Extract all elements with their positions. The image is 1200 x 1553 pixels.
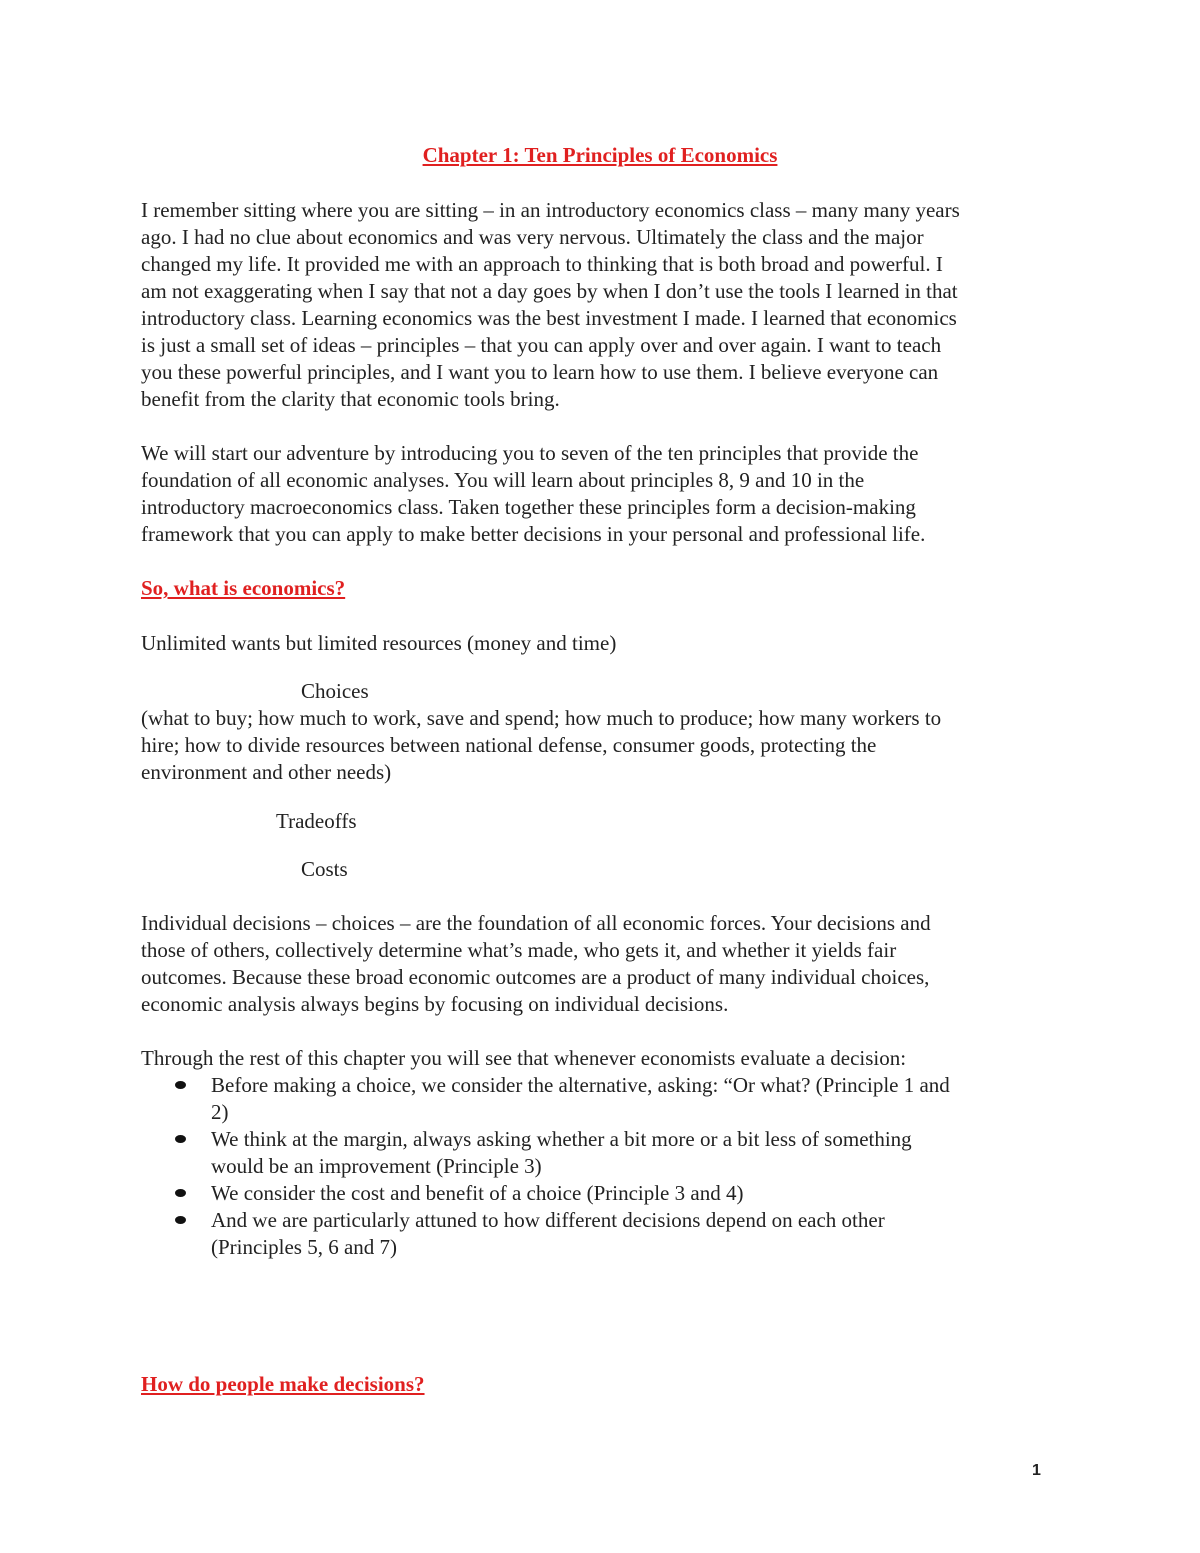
individual-line: Individual decisions – choices – are the foundation of all economic forces. Your decisions and — [141, 911, 931, 935]
list-item — [141, 1072, 1066, 1126]
chapter-title: Chapter 1: Ten Principles of Economics — [422, 143, 778, 167]
choices-detail-line: environment and other needs) — [141, 760, 392, 784]
individual-paragraph — [141, 910, 1066, 1018]
individual-line: economic analysis always begins by focusing on individual decisions. — [141, 992, 729, 1016]
choices-detail-line: (what to buy; how much to work, save and spend; how much to produce; how many workers to — [141, 706, 942, 730]
intro-line: benefit from the clarity that economic tools bring. — [141, 387, 560, 411]
adventure-line: framework that you can apply to make better decisions in your personal and professional life. — [141, 522, 926, 546]
intro-line: I remember sitting where you are sitting – in an introductory economics class – many many years — [141, 198, 960, 222]
intro-line: you these powerful principles, and I want you to learn how to use them. I believe everyone can — [141, 360, 939, 384]
intro-line: ago. I had no clue about economics and was very nervous. Ultimately the class and the major — [141, 225, 924, 249]
bullet-icon — [175, 1189, 186, 1197]
list-item — [141, 1207, 1066, 1261]
section-heading-economics: So, what is economics? — [141, 576, 346, 600]
choices-detail — [141, 705, 1066, 786]
individual-line: outcomes. Because these broad economic outcomes are a product of many individual choices, — [141, 965, 930, 989]
list-item-text: And we are particularly attuned to how different decisions depend on each other — [211, 1208, 885, 1232]
flow-choices: Choices — [301, 679, 369, 703]
intro-paragraph — [141, 197, 1066, 413]
through-line: Through the rest of this chapter you will see that whenever economists evaluate a decision: — [141, 1046, 907, 1070]
list-item-text: (Principles 5, 6 and 7) — [211, 1235, 398, 1259]
adventure-line: introductory macroeconomics class. Taken together these principles form a decision-making — [141, 495, 916, 519]
principles-list — [141, 1072, 1066, 1261]
list-item — [141, 1126, 1066, 1180]
through-paragraph — [141, 1045, 1066, 1072]
list-item-text: would be an improvement (Principle 3) — [211, 1154, 542, 1178]
adventure-line: foundation of all economic analyses. You will learn about principles 8, 9 and 10 in the — [141, 468, 865, 492]
bullet-icon — [175, 1081, 186, 1089]
bullet-icon — [175, 1216, 186, 1224]
flow-costs: Costs — [301, 857, 348, 881]
list-item-text: We think at the margin, always asking whether a bit more or a bit less of something — [211, 1127, 912, 1151]
bullet-icon — [175, 1135, 186, 1143]
section-heading-decisions: How do people make decisions? — [141, 1372, 425, 1396]
list-item-text: Before making a choice, we consider the alternative, asking: “Or what? (Principle 1 and — [211, 1073, 950, 1097]
intro-line: am not exaggerating when I say that not a day goes by when I don’t use the tools I learned in that — [141, 279, 958, 303]
list-item-text: 2) — [211, 1100, 229, 1124]
page-number: 1 — [1032, 1462, 1041, 1479]
adventure-paragraph — [141, 440, 1066, 548]
choices-detail-line: hire; how to divide resources between national defense, consumer goods, protecting the — [141, 733, 877, 757]
individual-line: those of others, collectively determine what’s made, who gets it, and whether it yields fair — [141, 938, 897, 962]
intro-line: is just a small set of ideas – principles – that you can apply over and over again. I want to teach — [141, 333, 942, 357]
list-item-text: We consider the cost and benefit of a choice (Principle 3 and 4) — [211, 1181, 744, 1205]
flow-tradeoffs: Tradeoffs — [276, 809, 357, 833]
intro-line: changed my life. It provided me with an approach to thinking that is both broad and powerful. I — [141, 252, 943, 276]
adventure-line: We will start our adventure by introducing you to seven of the ten principles that provide the — [141, 441, 919, 465]
intro-line: introductory class. Learning economics was the best investment I made. I learned that economics — [141, 306, 957, 330]
flow-wants: Unlimited wants but limited resources (money and time) — [141, 631, 617, 655]
list-item — [141, 1180, 1066, 1207]
